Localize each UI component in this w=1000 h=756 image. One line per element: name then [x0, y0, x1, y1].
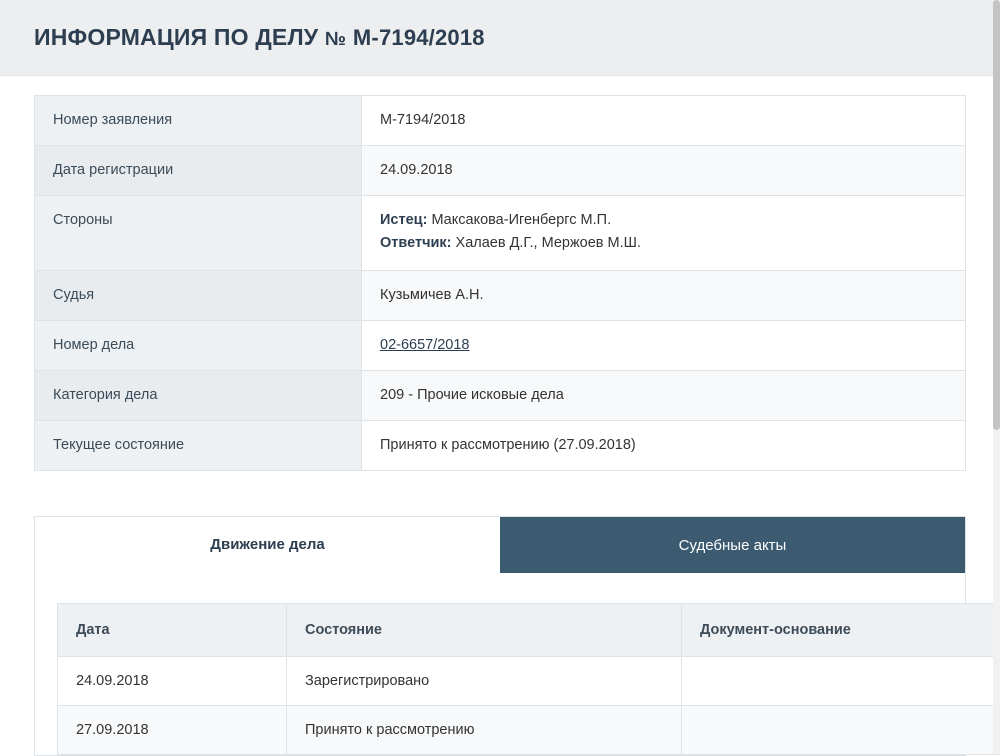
info-row-parties	[35, 196, 966, 271]
case-detail-panel	[34, 516, 966, 756]
case-info-section	[0, 76, 1000, 471]
plaintiff-line	[380, 210, 947, 231]
info-row-registration-date	[35, 146, 966, 196]
info-label-application-number: Номер заявления	[35, 96, 362, 146]
info-label-case-category: Категория дела	[35, 371, 362, 421]
plaintiff-label: Истец:	[380, 212, 427, 228]
case-number-link[interactable]: 02-6657/2018	[380, 337, 470, 353]
info-row-judge	[35, 271, 966, 321]
info-label-registration-date: Дата регистрации	[35, 146, 362, 196]
tab-case-movement[interactable]: Движение дела	[35, 517, 500, 573]
info-row-application-number	[35, 96, 966, 146]
defendant-line	[380, 233, 947, 254]
info-row-case-number	[35, 321, 966, 371]
info-label-parties: Стороны	[35, 196, 362, 271]
tab-judicial-acts[interactable]: Судебные акты	[500, 517, 965, 573]
defendant-value: Халаев Д.Г., Мержоев М.Ш.	[456, 235, 641, 251]
info-label-judge: Судья	[35, 271, 362, 321]
page-scrollbar[interactable]	[993, 0, 1000, 754]
page-title	[34, 24, 485, 51]
info-value-parties	[362, 196, 966, 271]
page-header	[0, 0, 1000, 76]
movement-cell-document	[682, 657, 1000, 706]
table-row	[58, 657, 1000, 706]
tab-bar	[35, 517, 965, 573]
movement-col-document: Документ-основание	[682, 604, 1000, 657]
info-value-case-category: 209 - Прочие исковые дела	[362, 371, 966, 421]
info-label-current-state: Текущее состояние	[35, 421, 362, 471]
movement-col-date: Дата	[58, 604, 287, 657]
movement-cell-state: Зарегистрировано	[287, 657, 682, 706]
movement-cell-date: 24.09.2018	[58, 657, 287, 706]
info-label-case-number: Номер дела	[35, 321, 362, 371]
info-row-case-category	[35, 371, 966, 421]
plaintiff-value: Максакова-Игенбергс М.П.	[431, 212, 611, 228]
info-value-registration-date: 24.09.2018	[362, 146, 966, 196]
movement-table	[57, 603, 1000, 755]
movement-cell-date: 27.09.2018	[58, 706, 287, 755]
table-row	[58, 706, 1000, 755]
info-value-application-number: М-7194/2018	[362, 96, 966, 146]
info-row-current-state	[35, 421, 966, 471]
scrollbar-thumb[interactable]	[993, 0, 1000, 430]
page-title-case-number: М-7194/2018	[353, 25, 485, 50]
movement-cell-document	[682, 706, 1000, 755]
movement-col-state: Состояние	[287, 604, 682, 657]
case-info-table	[34, 95, 966, 471]
info-value-judge: Кузьмичев А.Н.	[362, 271, 966, 321]
info-value-current-state: Принято к рассмотрению (27.09.2018)	[362, 421, 966, 471]
movement-table-wrap	[35, 573, 965, 755]
movement-cell-state: Принято к рассмотрению	[287, 706, 682, 755]
info-value-case-number	[362, 321, 966, 371]
page-title-main: ИНФОРМАЦИЯ ПО ДЕЛУ	[34, 24, 318, 50]
page-title-number-symbol: №	[325, 29, 346, 50]
movement-header-row	[58, 604, 1000, 657]
defendant-label: Ответчик:	[380, 235, 452, 251]
